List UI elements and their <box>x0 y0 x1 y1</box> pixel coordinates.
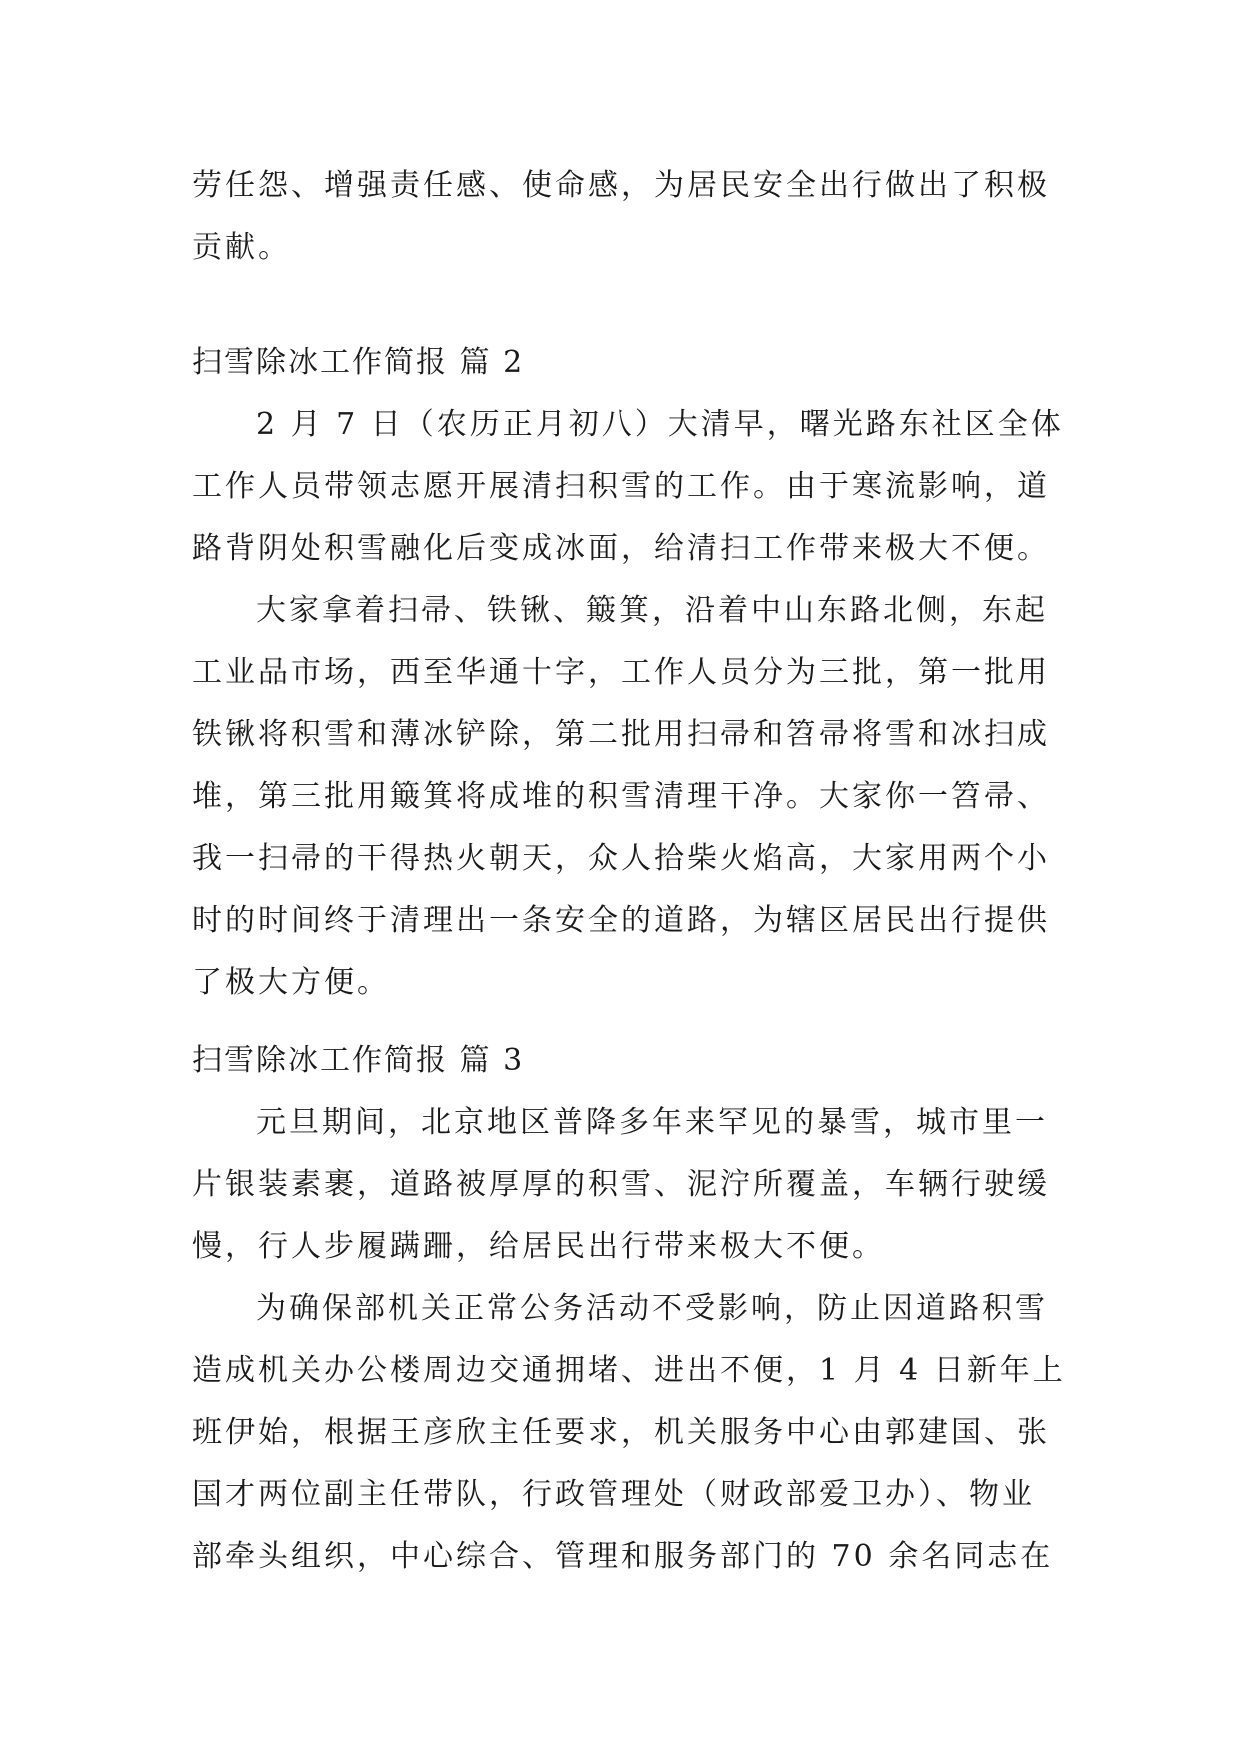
paragraph <box>192 1092 1072 1278</box>
text-line: 元旦期间，北京地区普降多年来罕见的暴雪，城市里一 <box>256 1105 1048 1140</box>
text-line: 工业品市场，西至华通十字，工作人员分为三批，第一批用 <box>192 655 1050 690</box>
text-line: 工作人员带领志愿开展清扫积雪的工作。由于寒流影响，道 <box>192 469 1050 504</box>
text-line: 堆，第三批用簸箕将成堆的积雪清理干净。大家你一笤帚、 <box>192 779 1050 814</box>
text-line: 国才两位副主任带队，行政管理处（财政部爱卫办）、物业 <box>192 1477 1035 1512</box>
section-heading: 扫雪除冰工作简报 篇 2 <box>192 345 525 380</box>
text-line: 大家拿着扫帚、铁锹、簸箕，沿着中山东路北侧，东起 <box>256 593 1048 628</box>
text-line: 造成机关办公楼周边交通拥堵、进出不便，1 月 4 日新年上 <box>192 1353 1066 1388</box>
continuation-paragraph <box>192 155 1072 279</box>
text-line: 贡献。 <box>192 230 291 265</box>
text-line: 了极大方便。 <box>192 965 390 1000</box>
text-line: 班伊始，根据王彦欣主任要求，机关服务中心由郭建国、张 <box>192 1415 1050 1450</box>
paragraph <box>192 580 1072 1014</box>
paragraph <box>192 1278 1072 1588</box>
text-line: 片银装素裹，道路被厚厚的积雪、泥泞所覆盖，车辆行驶缓 <box>192 1167 1050 1202</box>
text-line: 慢，行人步履蹒跚，给居民出行带来极大不便。 <box>192 1229 885 1264</box>
text-line: 铁锹将积雪和薄冰铲除，第二批用扫帚和笤帚将雪和冰扫成 <box>192 717 1050 752</box>
text-line: 2 月 7 日（农历正月初八）大清早，曙光路东社区全体 <box>256 407 1064 442</box>
text-line: 我一扫帚的干得热火朝天，众人拾柴火焰高，大家用两个小 <box>192 841 1050 876</box>
text-line: 为确保部机关正常公务活动不受影响，防止因道路积雪 <box>256 1291 1048 1326</box>
text-line: 劳任怨、增强责任感、使命感，为居民安全出行做出了积极 <box>192 168 1050 203</box>
text-line: 路背阴处积雪融化后变成冰面，给清扫工作带来极大不便。 <box>192 531 1050 566</box>
section-heading: 扫雪除冰工作简报 篇 3 <box>192 1043 525 1078</box>
text-line: 部牵头组织，中心综合、管理和服务部门的 70 余名同志在 <box>192 1539 1054 1574</box>
section-3 <box>192 1030 1072 1588</box>
paragraph <box>192 394 1072 580</box>
section-2 <box>192 332 1072 1014</box>
text-line: 时的时间终于清理出一条安全的道路，为辖区居民出行提供 <box>192 903 1050 938</box>
